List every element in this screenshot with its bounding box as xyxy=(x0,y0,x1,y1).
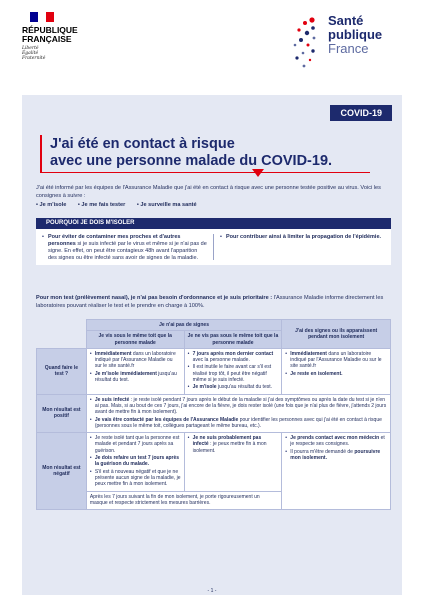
r3c3-b-bold: poursuivre mon isolement. xyxy=(290,448,381,462)
bullet-monitor: • Je surveille ma santé xyxy=(136,202,197,208)
row-head-positive: Mon résultat est positif xyxy=(37,394,87,432)
r3c3-a-bold: Je prends contact avec mon médecin xyxy=(290,435,380,442)
row-head-negative: Mon résultat est négatif xyxy=(37,433,87,510)
motto-liberte: Liberté xyxy=(22,46,39,51)
motto-fraternite: Fraternité xyxy=(22,56,46,61)
r2-a: : je reste isolé pendant 7 jours après le début de la maladie si j'ai des symptômes ou après la date du test si je n'en ai pas. Mais, si au bout de ces 7 jours, j'ai encore de la fièvre, je dois rester isolé (une fois que je n'ai plus de fièvre, j'attends 2 jours avant de mettre fin à mon isolement). xyxy=(94,396,387,416)
republique-line2: FRANÇAISE xyxy=(22,34,72,44)
r3c3-a: et je respecte ses consignes. xyxy=(290,435,385,448)
r1c2-a: avec la personne malade. xyxy=(192,357,250,364)
r3c2-a: : je peux mettre fin à mon isolement. xyxy=(192,441,267,454)
r1c2-a-bold: 7 jours après mon dernier contact xyxy=(192,350,274,357)
isolation-right xyxy=(220,234,385,260)
test-intro-bold: Pour mon test (prélèvement nasal), je n'ai pas besoin d'ordonnance et je suis prioritaire : xyxy=(36,295,273,301)
table-corner-2 xyxy=(37,331,87,349)
covid-tag: COVID-19 xyxy=(330,105,392,121)
isolation-left-bold: Pour éviter de contaminer mes proches et d'autres personnes xyxy=(48,234,181,247)
r1c3-a: dans un laboratoire indiqué par l'Assurance Maladie ou sur le site santé.fr xyxy=(290,350,382,370)
publique-word: publique xyxy=(328,27,383,42)
r1c3-a-bold: Immédiatement xyxy=(290,350,327,357)
motto-egalite: Égalité xyxy=(22,51,39,56)
r1c3-b-bold: Je reste en isolement. xyxy=(290,370,343,377)
table-row xyxy=(37,394,391,432)
r2-a-bold: Je suis infecté xyxy=(94,396,130,403)
title-line1: J'ai été en contact à risque xyxy=(50,136,235,152)
bubble-tail xyxy=(252,169,264,177)
dots-logo-icon xyxy=(290,14,318,74)
page-header xyxy=(0,0,424,88)
col-same-roof: Je vis sous le même toit que la personne malade xyxy=(86,331,184,349)
col-has-signs: J'ai des signes ou ils apparaissent pendant mon isolement xyxy=(282,320,391,349)
r2-b: pour identifier les personnes avec qui j'ai été en contact à risque (personnes sous le même toit, collègues partageant le même bureau, etc.). xyxy=(94,416,382,429)
test-table xyxy=(36,319,391,510)
r1c2-b: Il est inutile le faire avant car s'il est réalisé trop tôt, il peut être négatif même si je suis infecté. xyxy=(192,364,272,384)
isolation-box xyxy=(36,229,391,265)
bullet-isolate: • Je m'isole xyxy=(36,202,67,208)
isolation-right-bold: Pour contribuer ainsi à limiter la propagation de l'épidémie. xyxy=(226,234,382,240)
intro-paragraph: J'ai été informé par les équipes de l'Assurance Maladie que j'ai été en contact à risque avec une personne testée positive au virus. Voici les consignes à suivre : xyxy=(36,185,381,199)
isolation-heading: POURQUOI JE DOIS M'ISOLER xyxy=(36,218,391,229)
r3-footer: Après les 7 jours suivant la fin de mon isolement, je porte rigoureusement un masque et respecte strictement les mesures barrières. xyxy=(89,493,260,506)
cell-negative-has-signs xyxy=(282,433,391,510)
r2-b-bold: Je vais être contacté par les équipes de l'Assurance Maladie xyxy=(94,416,239,423)
test-intro-rest: l'Assurance Maladie informe directement les laboratoires pouvant réaliser le test et le prendre en charge à 100%. xyxy=(36,295,384,309)
isolation-divider xyxy=(213,234,214,260)
r3c1-b-bold: Je dois refaire un test 7 jours après la guérison du malade. xyxy=(94,455,180,468)
col-group-no-signs: Je n'ai pas de signes xyxy=(86,320,281,331)
table-row xyxy=(37,348,391,394)
r1c1-b-bold: Je m'isole immédiatement xyxy=(94,370,157,377)
sante-publique-france-logo xyxy=(290,14,400,76)
col-not-same-roof: Je ne vis pas sous le même toit que la personne malade xyxy=(184,331,282,349)
r1c1-a-bold: Immédiatement xyxy=(94,350,132,357)
isolation-left-rest: si je suis infecté par le virus et même si je n'ai pas de signe. En effet, on peut être contagieux 48h avant l'apparition des signes ou être infecté sans avoir de signes de la maladie. xyxy=(48,241,207,261)
page-number: - 1 - xyxy=(207,588,217,594)
r1c2-c-bold: Je m'isole xyxy=(192,384,217,391)
bullet-test: • Je me fais tester xyxy=(77,202,126,208)
r3c1-c: S'il est à nouveau négatif et que je ne présente aucun signe de la maladie, je peux mettre fin à mon isolement. xyxy=(94,468,181,488)
r1c1-a: dans un laboratoire indiqué par l'Assurance Maladie ou sur le site santé.fr xyxy=(94,350,176,370)
sante-word: Santé xyxy=(328,13,364,28)
cell-when-same-roof xyxy=(86,348,184,394)
france-word: France xyxy=(328,41,369,56)
cell-negative-footer xyxy=(86,491,281,510)
republique-francaise-logo xyxy=(22,12,78,61)
row-head-when: Quand faire le test ? xyxy=(37,348,87,394)
table-corner xyxy=(37,320,87,331)
isolation-left xyxy=(42,234,207,260)
cell-positive xyxy=(86,394,390,432)
r3c1-a: Je reste isolé tant que la personne est malade et pendant 7 jours après sa guérison. xyxy=(94,435,180,454)
title-line2: avec une personne malade du COVID-19. xyxy=(50,153,333,169)
intro-text xyxy=(36,185,391,210)
r3c3-b: Il pourra m'être demandé de xyxy=(290,448,355,455)
cell-negative-not-same-roof xyxy=(184,433,282,491)
french-flag-icon xyxy=(30,12,54,22)
cell-negative-same-roof xyxy=(86,433,184,491)
r1c1-b: jusqu'au résultat du test. xyxy=(94,370,177,384)
republique-line1: RÉPUBLIQUE xyxy=(22,25,78,35)
content-panel xyxy=(22,95,402,595)
cell-when-has-signs xyxy=(282,348,391,394)
table-row xyxy=(37,433,391,491)
intro-bullets xyxy=(36,202,391,210)
test-intro xyxy=(36,295,391,310)
page-title xyxy=(50,136,332,170)
r1c2-c: jusqu'au résultat du test. xyxy=(216,384,273,391)
r3c2-a-bold: Je ne suis probablement pas infecté xyxy=(192,435,262,448)
cell-when-not-same-roof xyxy=(184,348,282,394)
table-header-row xyxy=(37,320,391,331)
